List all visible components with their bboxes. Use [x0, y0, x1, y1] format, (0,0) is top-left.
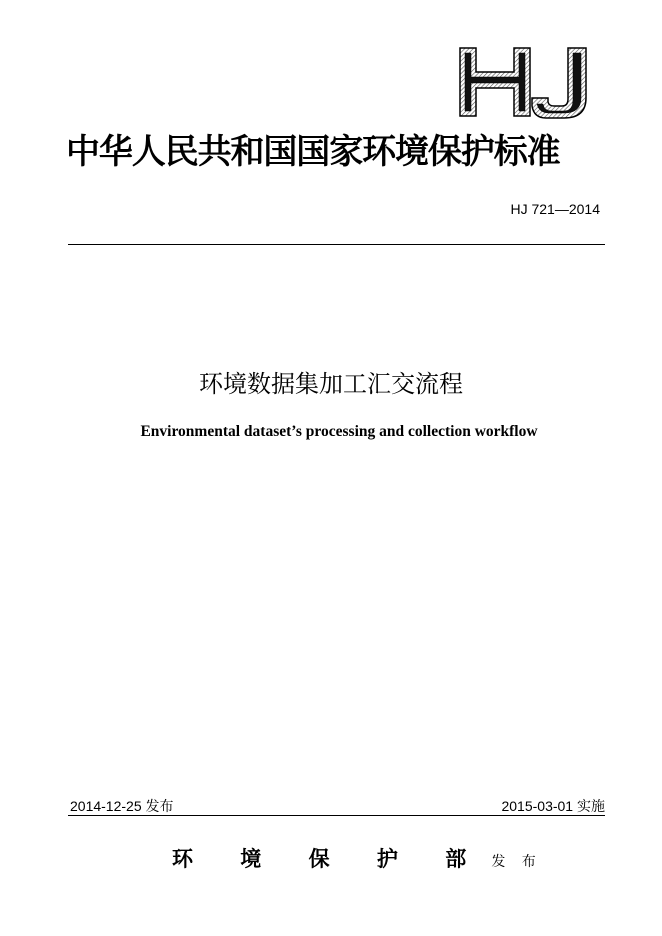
logo-letter-h — [460, 48, 530, 116]
issue-date: 2014-12-25 发布 — [70, 798, 174, 814]
document-title-cn: 环境数据集加工汇交流程 — [199, 370, 463, 398]
issuer-name: 环 境 保 护 部 — [172, 846, 487, 871]
implementation-date: 2015-03-01 实施 — [501, 798, 605, 814]
top-divider — [68, 244, 605, 245]
standard-title: 中华人民共和国国家环境保护标准 — [66, 132, 560, 172]
issuer-suffix: 发 布 — [491, 854, 542, 870]
logo-letter-j — [532, 48, 586, 118]
standard-number: HJ 721—2014 — [510, 201, 600, 217]
issuer-line — [172, 843, 542, 873]
bottom-divider — [68, 815, 605, 816]
logo-text — [454, 122, 455, 123]
document-title-en: Environmental dataset’s processing and collection workflow — [140, 423, 538, 440]
hj-logo — [454, 42, 604, 122]
